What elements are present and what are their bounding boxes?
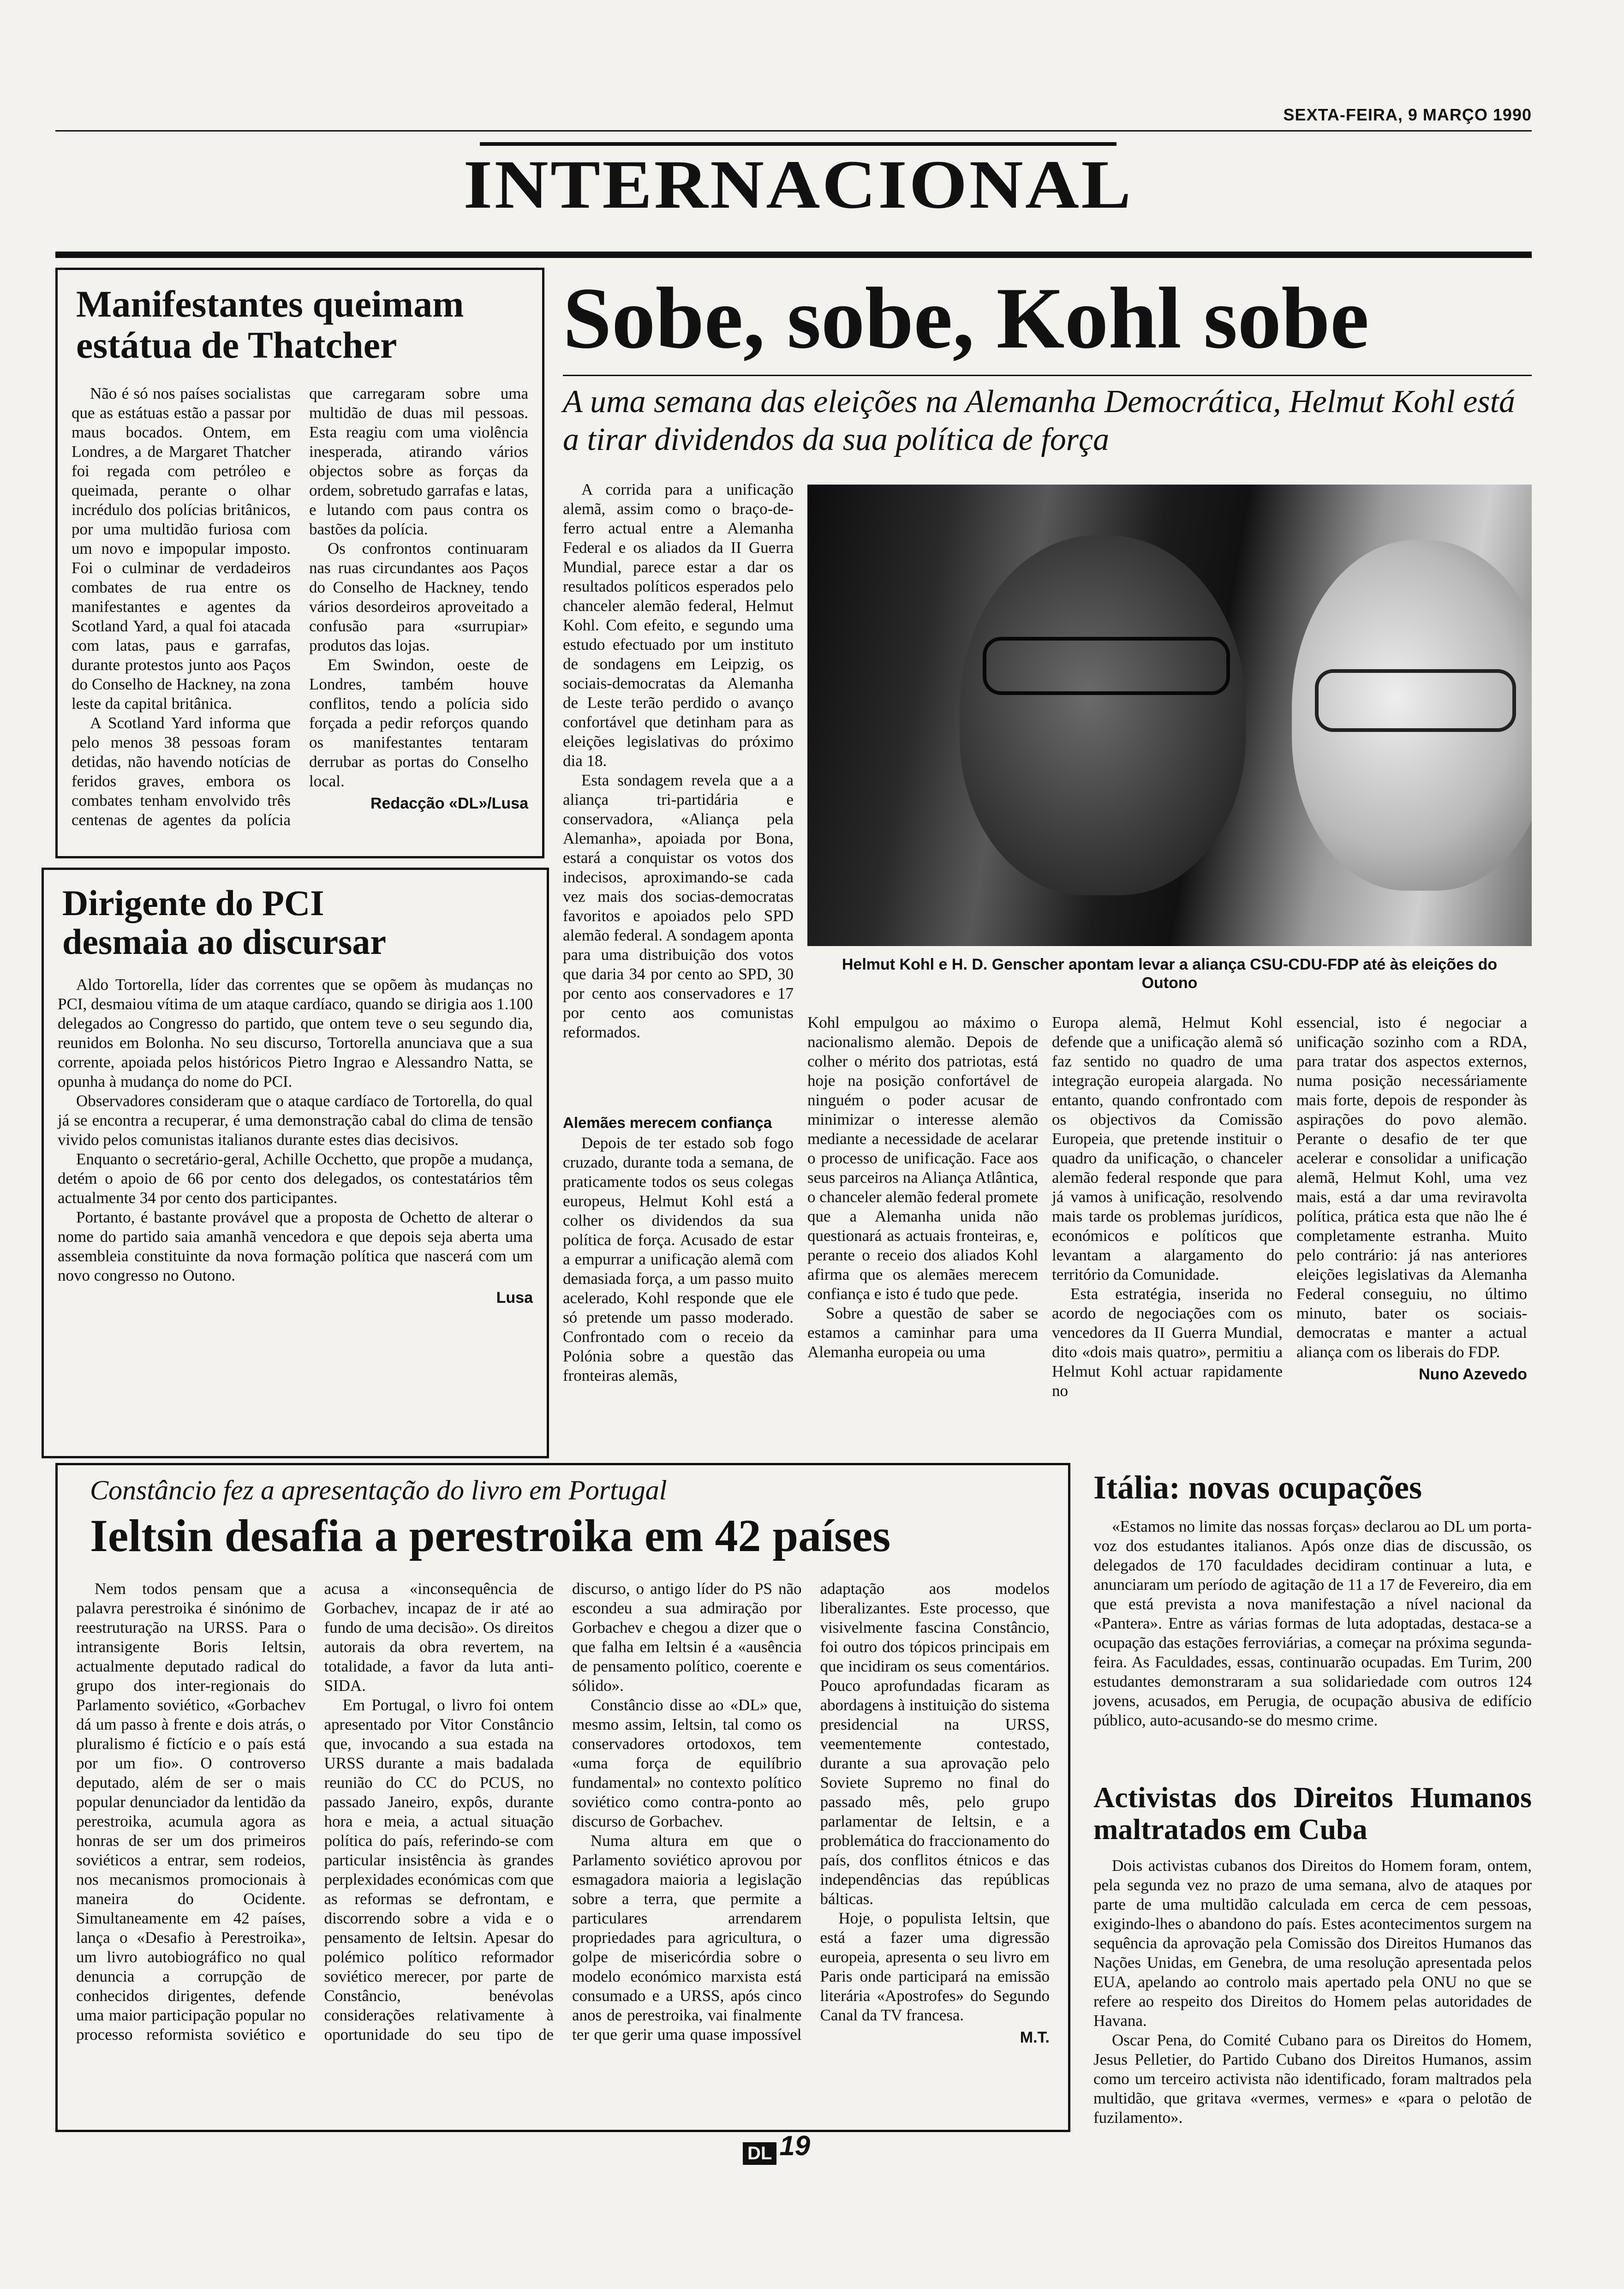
paragraph: Dois activistas cubanos dos Direitos do Homem foram, ontem, pela segunda vez no prazo de uma semana, alvo de ataques por parte de uma multidão calculada em cerca de cem pessoas, exigindo-lhes o abandono do país. Estes acontecimentos surgem na sequência da aprovação pela Comissão dos Direitos Humanos das Nações Unidas, em Genebra, de uma resolução apresentada pelos EUA, apelando ao controlo mais apertado pela ONU no que se refere ao respeito dos Direitos do Homem pelas autoridades de Havana. [1093,1857,1532,2030]
ieltsin-kicker: Constâncio fez a apresentação do livro em Portugal [90,1475,667,1505]
thatcher-body [72,384,528,845]
paragraph: Europa alemã, Helmut Kohl defende que a unificação alemã só faz sentido no quadro de uma integração europeia alargada. No entanto, quando confrontado com os objectivos da Comissão Europeia, que pretende instituir o quadro da unificação, o chanceler alemão federal responde que para já vamos à unificação, resolvendo mais tarde os problemas jurídicos, económicos e políticos que levantam a alargamento do território da Comunidade. [1052,1013,1283,1283]
byline: Redacção «DL»/Lusa [370,795,528,813]
page-number: 19 [779,2130,811,2161]
kohl-headline: Sobe, sobe, Kohl sobe [563,270,1369,367]
paragraph: «Estamos no limite das nossas forças» declarou ao DL um porta-voz dos estudantes italianos. Após onze dias de discussão, os delegados de 170 faculdades decidiram continuar a luta, e anunciaram um período de agitação de 11 a 17 de Fevereiro, dia em que está prevista a nova manifestação a nível nacional da «Pantera». Entre as várias formas de luta adoptadas, destaca-se a ocupação das estações ferroviárias, a começar na próxima segunda-feira. As Faculdades, essas, continuarão ocupadas. Em Turim, 200 estudantes demonstraram a sua solidariedade com outros 124 jovens, acusados, em Perugia, de ocupação abusiva de edifício público, auto-acusando-se do mesmo crime. [1093,1517,1532,1729]
paragraph: Sobre a questão de saber se estamos a caminhar para uma Alemanha europeia ou uma [807,1304,1038,1361]
italia-article [1093,1470,1532,1730]
paragraph: Em Swindon, oeste de Londres, também houve conflitos, tendo a polícia sido forçada a pedir reforços quando os manifestantes tentaram derrubar as portas do Conselho local. [309,656,528,791]
paragraph: Oscar Pena, do Comité Cubano para os Direitos do Homem, Jesus Pelletier, do Partido Cubano dos Direitos Humanos, assim como um terceiro activista não identificado, foram maltrados pela multidão, que gritava «vermes, vermes» e «para o pelotão de fuzilamento». [1093,2031,1532,2127]
thatcher-headline: Manifestantes queimam estátua de Thatcher [76,283,464,366]
paragraph: Esta sondagem revela que a a aliança tri-partidária e conservadora, «Aliança pela Alemanha», apoiada por Bona, estará a conquistar os votos dos indecisos, aproximando-se cada vez mais dos socias-democratas favoritos e apoiados pelo SPD alemão federal. A sondagem aponta para uma distribuição dos votos que daria 34 por cento ao SPD, 30 por cento aos conservadores e 17 por cento aos comunistas reformados. [563,771,794,1041]
dateline: SEXTA-FEIRA, 9 MARÇO 1990 [1283,105,1532,124]
paragraph: Não é só nos países socialistas que as estátuas estão a passar por maus bocados. Ontem, em Londres, a de Margaret Thatcher foi regada com petróleo e queimada, perante o olhar incrédulo dos polícias britânicos, por uma multidão furiosa com um novo e impopular imposto. Foi o culminar de verdadeiros combates de rua entre os manifestantes e agentes da Scotland Yard, a qual foi atacada com latas, paus e garrafas, durante protestos junto aos Paços do Conselho de Hackney, na zona leste da capital britânica. [72,384,291,713]
folio [743,2130,890,2167]
paragraph: Os confrontos continuaram nas ruas circundantes aos Paços do Conselho de Hackney, tendo vários desordeiros aproveitado a confusão para «surrupiar» produtos das lojas. [309,539,528,655]
photo-caption: Helmut Kohl e H. D. Genscher apontam levar a aliança CSU-CDU-FDP até às eleições do Outono [842,956,1498,992]
paragraph: Nem todos pensam que a palavra perestroika é sinónimo de reestruturação na URSS. Para o intransigente Boris Ieltsin, actualmente deputado radical do grupo dos inter-regionais do Parlamento soviético, «Gorbachev dá um passo à frente e dois atrás, o pluralismo é fictício e o país está por um fio». O controverso deputado, além de ser o mais popular denunciador da lentidão da perestroika, acumula agora as honras de ser um dos primeiros soviéticos a entrar, sem rodeios, nos mecanismos promocionais à maneira do Ocidente. Simultaneamente em 42 países, lança o «Desafio à Perestroika», um livro autobiográfico no qual denuncia a corrupção de conhecidos dirigentes, defende uma maior participação popular no processo reformista soviético e acusa a «inconsequência de Gorbachev, incapaz de ir até ao fundo de uma decisão». Os direitos autorais da obra revertem, na totalidade, a favor da luta anti-SIDA. [76,1580,554,2043]
thatcher-article [55,268,544,858]
cuba-headline: Activistas dos Direitos Humanos maltratados em Cuba [1093,1781,1532,1846]
paragraph: Aldo Tortorella, líder das correntes que se opõem às mudanças no PCI, desmaiou vítima de um ataque cardíaco, quando se dirigia aos 1.100 delegados ao Congresso do partido, que ontem teve o seu segundo dia, reunidos em Bolonha. No seu discurso, Tortorella anunciava que a sua corrente, apoiada pelos históricos Pietro Ingrao e Alessandro Natta, se opunha à mudança do nome do PCI. [58,976,533,1091]
cuba-article [1093,1781,1532,2127]
italia-headline: Itália: novas ocupações [1093,1469,1422,1506]
kohl-col3 [1052,1013,1283,1401]
ieltsin-article [55,1463,1070,2132]
paragraph: Constâncio disse ao «DL» que, mesmo assim, Ieltsin, tal como os conservadores ortodoxos, tem «uma força de equilíbrio fundamental» no contexto político soviético como contra-ponto ao discurso de Gorbachev. [572,1696,802,1830]
kohl-col4 [1296,1013,1527,1384]
pci-headline: Dirigente do PCI desmaia ao discursar [62,883,386,962]
paragraph: Kohl empulgou ao máximo o nacionalismo alemão. Depois de colher o mérito dos patriotas, está hoje na posição confortável de ninguém o poder acusar de minimizar o interesse alemão mediante a necessidade de acelarar o processo de unificação. Face aos seus parceiros na Aliança Atlântica, o chanceler alemão federal promete que a Alemanha unida não questionará as actuais fronteiras, e, perante o receio dos aliados Kohl afirma que os alemães merecem confiança e isto é tudo que pede. [807,1013,1038,1303]
paragraph: A corrida para a unificação alemã, assim como o braço-de-ferro actual entre a Alemanha Federal e os aliados da II Guerra Mundial, parece estar a dar os resultados políticos esperados pelo chanceler alemão federal, Helmut Kohl. Com efeito, e segundo uma estudo efectuado por um instituto de sondagens em Leipzig, os sociais-democratas da Alemanha de Leste terão perdido o avanço confortável que detinham para as eleições legislativas do próximo dia 18. [563,480,794,770]
byline: M.T. [1020,2029,1050,2046]
kohl-genscher-photo [807,485,1532,946]
paragraph: Hoje, o populista Ieltsin, que está a fazer uma digressão europeia, apresenta o seu livro em Paris onde participará na emissão literária «Apostrofes» do Segundo Canal da TV francesa. [820,1909,1050,2024]
top-rule [55,130,1532,132]
kohl-col2 [807,1013,1038,1362]
ieltsin-headline: Ieltsin desafia a perestroika em 42 países [90,1510,891,1561]
paragraph: Em Portugal, o livro foi ontem apresentado por Vitor Constâncio que, invocando a sua estada na URSS durante a mais badalada reunião do CC do PCUS, no passado Janeiro, expôs, durante hora e meia, a actual situação política do país, referindo-se com particular insistência às grandes perplexidades económicas com que as reformas se defrontam, e discorrendo sobre a vida e o pensamento de Ieltsin. Apesar do polémico político reformador soviético merecer, por parte de Constâncio, benévolas considerações relativamente à oportunidade do seu tipo de discurso, o antigo líder do PS não escondeu a sua admiração por Gorbachev e chegou a dizer que o que falha em Ieltsin é a «ausência de pensamento político, coerente e sólido». [324,1580,802,2043]
pci-body [58,975,533,1307]
paragraph: Numa altura em que o Parlamento soviético aprovou por esmagadora maioria a legislação sobre a terra, que permite a particulares arrendarem propriedades para agricultura, o golpe de misericórdia sobre o modelo económico marxista está consumado e a URSS, após cinco anos de perestroika, vai finalmente ter que gerir uma quase impossível adaptação aos modelos liberalizantes. Este processo, que visivelmente fascina Constâncio, foi outro dos tópicos principais em que incidiram os seus comentários. Pouco aprofundadas ficaram as abordagens à instituição do sistema presidencial na URSS, veementemente contestado, durante a sua aprovação pelo Soviete Supremo no final do passado mês, pelo grupo parlamentar de Ieltsin, e a problemática do fraccionamento do país, dos conflitos étnicos e das independências das repúblicas bálticas. [572,1580,1050,2043]
subhead: Alemães merecem confiança [563,1114,772,1131]
kohl-col1 [563,480,794,1042]
paragraph: Observadores consideram que o ataque cardíaco de Tortorella, do qual já se encontra a recuperar, é uma demonstração cabal do clima de tensão vivido pelos comunistas italianos durante estes dias decisivos. [58,1092,533,1149]
kohl-col1b [563,1108,794,1385]
pci-article [42,868,549,1458]
section-title: INTERNACIONAL [463,146,1133,223]
byline: Nuno Azevedo [1419,1366,1527,1383]
ieltsin-body [76,1579,1050,2115]
section-rule-bottom [55,252,1532,258]
paragraph: Enquanto o secretário-geral, Achille Occhetto, que propõe a mudança, detém o apoio de 66 por cento dos delegados, os contestatários têm actualmente 34 por cento dos participantes. [58,1150,533,1207]
byline: Lusa [496,1289,533,1307]
paragraph: A Scotland Yard informa que pelo menos 38 pessoas foram detidas, não havendo notícias de feridos graves, embora os combates tenham envolvido três centenas de agentes da polícia que carregaram sobre uma multidão de duas mil pessoas. Esta reagiu com uma violência inesperada, atirando vários objectos sobre as forças da ordem, sobretudo garrafas e latas, e lutando com paus contra os bastões da polícia. [72,384,528,829]
paragraph: Portanto, é bastante provável que a proposta de Ochetto de alterar o nome do partido saia amanhã vencedora e que depois seja aberta uma assembleia constituinte da nova formação política que nascerá com um novo congresso no Outono. [58,1208,533,1285]
dl-logo: DL [743,2142,776,2165]
kohl-rule [563,375,1532,376]
kohl-deck: A uma semana das eleições na Alemanha Democrática, Helmut Kohl está a tirar dividendos da sua política de força [563,384,1516,457]
paragraph: Esta estratégia, inserida no acordo de negociações com os vencedores da II Guerra Mundial, dito «dois mais quatro», permitiu a Helmut Kohl actuar rapidamente no [1052,1285,1283,1400]
paragraph: essencial, isto é negociar a unificação sozinho com a RDA, para tratar dos aspectos externos, numa posição necessáriamente mais forte, depois de responder às aspirações do povo alemão. Perante o desafio de ter que acelerar e consolidar a unificação alemã, Helmut Kohl, uma vez mais, está a dar uma reviravolta política, prática esta que não lhe é completamente estranha. Muito pelo contrário: já nas anteriores eleições legislativas da Alemanha Federal conseguiu, no último minuto, bater os sociais-democratas e manter a actual aliança com os liberais do FDP. [1296,1013,1527,1361]
paragraph: Depois de ter estado sob fogo cruzado, durante toda a semana, de praticamente todos os seus colegas europeus, Helmut Kohl está a colher os dividendos da sua política de força. Acusado de estar a empurrar a unificação alemã com demasiada força, a um passo muito acelerado, Kohl responde que ele só pretende um passo moderado. Confrontado com o receio da Polónia sobre a questão das fronteiras alemãs, [563,1134,794,1384]
